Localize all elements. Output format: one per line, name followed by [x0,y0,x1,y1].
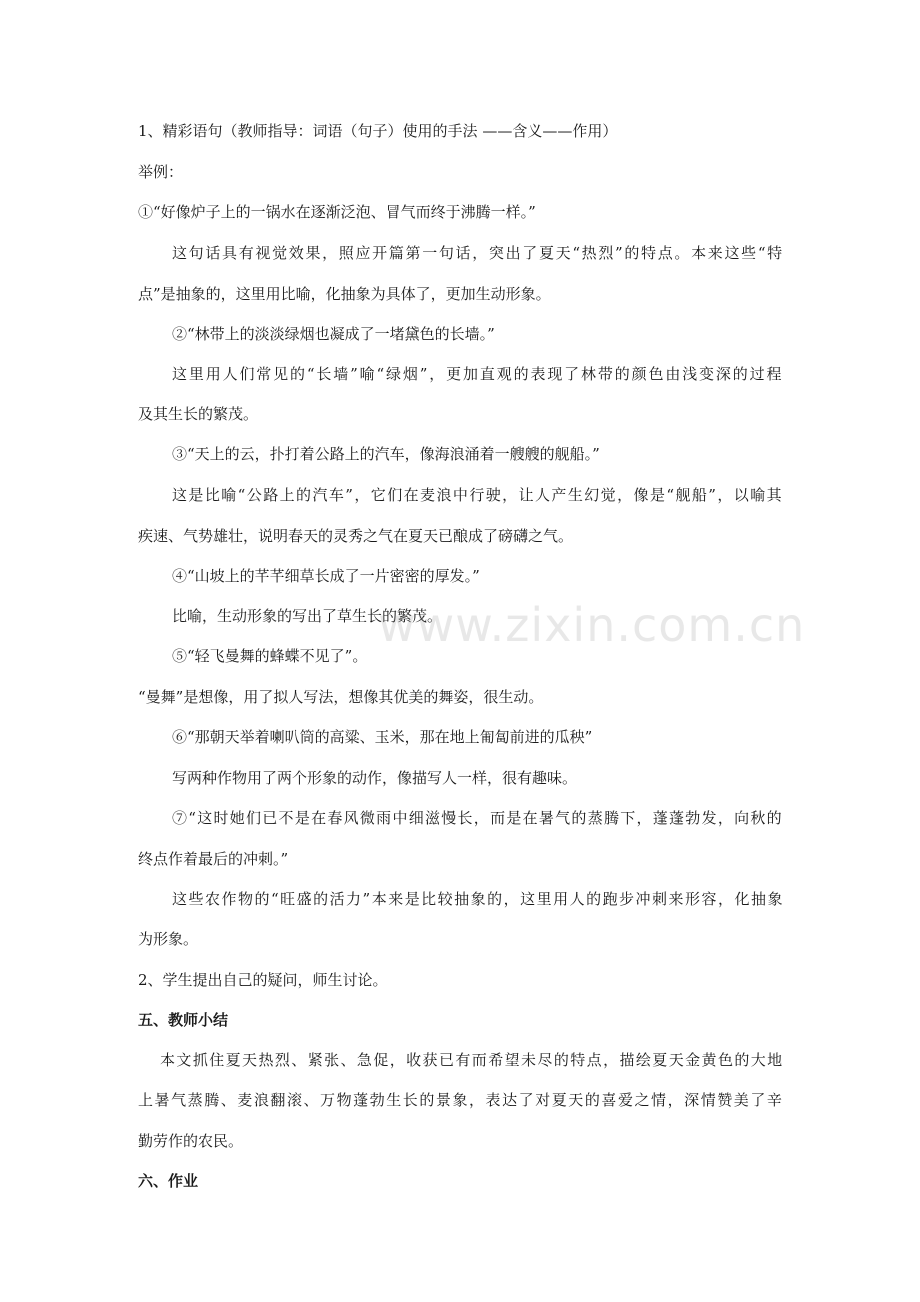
text-line: 本文抓住夏天热烈、紧张、急促，收获已有而希望未尽的特点，描绘夏天金黄色的大地 [160,1051,784,1069]
text-line: 疾速、气势雄壮，说明春天的灵秀之气在夏天已酿成了磅礴之气。 [138,527,574,545]
text-line: 举例： [138,163,184,181]
text-line: 这句话具有视觉效果，照应开篇第一句话，突出了夏天“热烈”的特点。本来这些“特 [172,244,784,262]
text-line: 比喻，生动形象的写出了草生长的繁茂。 [172,607,443,625]
text-line: ⑥“那朝天举着喇叭筒的高粱、玉米，那在地上匍匐前进的瓜秧” [172,728,593,746]
text-line: ③“天上的云，扑打着公路上的汽车，像海浪涌着一艘艘的舰船。” [172,445,600,463]
section-heading: 六、作业 [138,1172,199,1190]
text-line: 终点作着最后的冲刺。” [138,850,289,868]
text-line: 1、精彩语句（教师指导：词语（句子）使用的手法 ——含义——作用） [138,122,618,140]
section-heading: 五、教师小结 [138,1011,229,1029]
text-line: 这是比喻“公路上的汽车”，它们在麦浪中行驶，让人产生幻觉，像是“舰船”，以喻其 [172,486,784,504]
text-line: 2、学生提出自己的疑问，师生讨论。 [138,971,388,989]
text-line: 这里用人们常见的“长墙”喻“绿烟”，更加直观的表现了林带的颜色由浅变深的过程 [172,365,784,383]
text-line: ⑦“这时她们已不是在春风微雨中细滋慢长，而是在暑气的蒸腾下，蓬蓬勃发，向秋的 [172,809,783,827]
text-line: 勤劳作的农民。 [138,1132,244,1150]
text-line: ①“好像炉子上的一锅水在逐渐泛泡、冒气而终于沸腾一样。” [138,203,536,221]
text-line: 及其生长的繁茂。 [138,405,259,423]
text-line: ④“山坡上的芊芊细草长成了一片密密的厚发。” [172,567,480,585]
text-line: 这些农作物的“旺盛的活力”本来是比较抽象的，这里用人的跑步冲刺来形容，化抽象 [172,890,784,908]
text-line: 写两种作物用了两个形象的动作，像描写人一样，很有趣味。 [172,769,578,787]
text-line: 上暑气蒸腾、麦浪翻滚、万物蓬勃生长的景象，表达了对夏天的喜爱之情，深情赞美了辛 [138,1091,784,1109]
text-line: 点”是抽象的，这里用比喻，化抽象为具体了，更加生动形象。 [138,285,551,303]
text-line: ⑤“轻飞曼舞的蜂蝶不见了”。 [172,647,368,665]
text-line: ②“林带上的淡淡绿烟也凝成了一堵黛色的长墙。” [172,325,495,343]
text-line: 为形象。 [138,930,199,948]
watermark: www.zixin.com.cn [378,598,806,652]
text-line: “曼舞”是想像，用了拟人写法，想像其优美的舞姿，很生动。 [138,688,544,706]
